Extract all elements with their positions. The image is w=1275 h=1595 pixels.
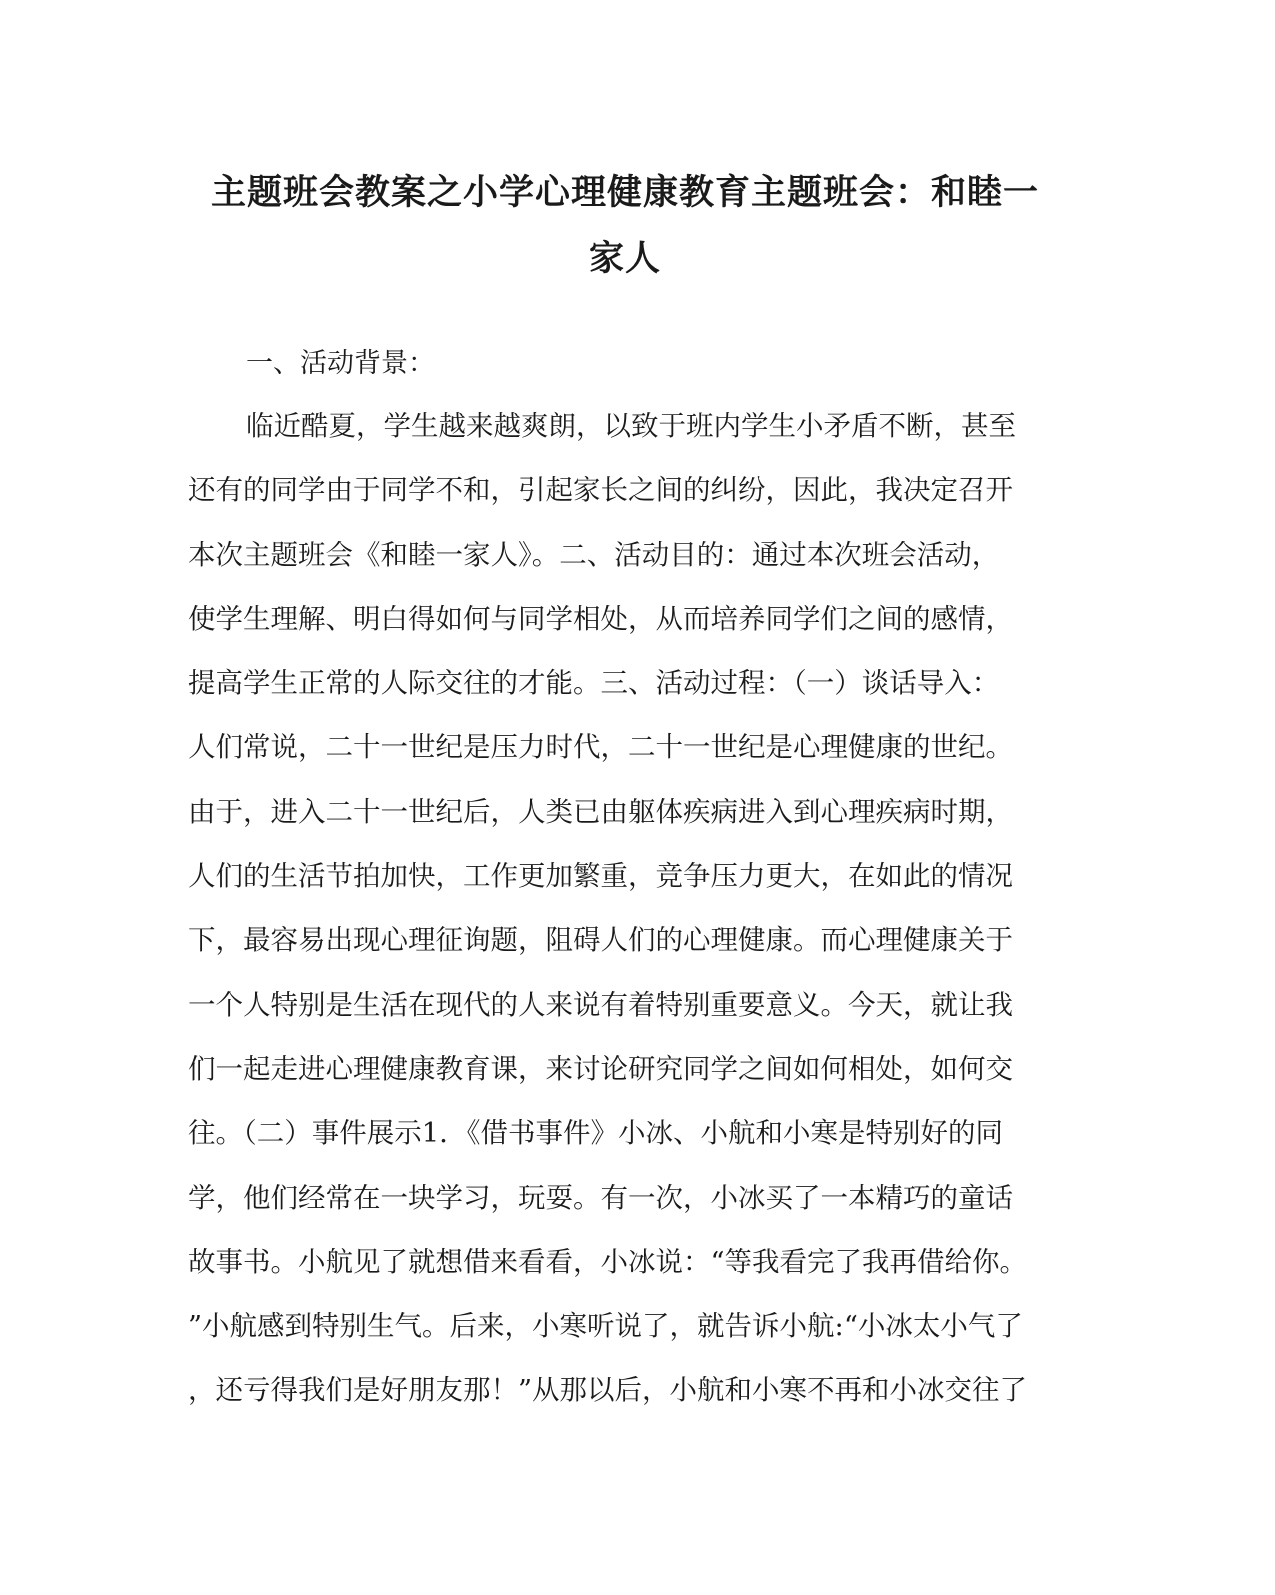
body-line: 学，他们经常在一块学习，玩耍。有一次，小冰买了一本精巧的童话 <box>188 1181 1013 1214</box>
title-line-1: 主题班会教案之小学心理健康教育主题班会：和睦一 <box>210 172 1039 213</box>
body-line: ，还亏得我们是好朋友那！”从那以后，小航和小寒不再和小冰交往了 <box>188 1374 1028 1407</box>
body-line: 故事书。小航见了就想借来看看，小冰说：“等我看完了我再借给你。 <box>188 1245 1028 1278</box>
body-line: 一个人特别是生活在现代的人来说有着特别重要意义。今天，就让我 <box>188 988 1013 1021</box>
body-line: 由于，进入二十一世纪后，人类已由躯体疾病进入到心理疾病时期， <box>188 795 1013 828</box>
document-title <box>190 160 1060 292</box>
body-line: 往。（二）事件展示1．《借书事件》小冰、小航和小寒是特别好的同 <box>188 1117 1003 1150</box>
body-line: ”小航感到特别生气。后来，小寒听说了，就告诉小航:“小冰太小气了 <box>188 1310 1023 1343</box>
section-heading-background: 一、活动背景： <box>246 348 435 379</box>
body-text <box>188 404 1068 1433</box>
body-line: 人们的生活节拍加快，工作更加繁重，竞争压力更大，在如此的情况 <box>188 860 1013 893</box>
body-line: 使学生理解、明白得如何与同学相处，从而培养同学们之间的感情， <box>188 602 1013 635</box>
title-line-2: 家人 <box>588 238 661 279</box>
body-line: 提高学生正常的人际交往的才能。三、活动过程：（一）谈话导入： <box>188 667 1000 700</box>
body-line: 人们常说，二十一世纪是压力时代，二十一世纪是心理健康的世纪。 <box>188 731 1013 764</box>
body-line: 临近酷夏，学生越来越爽朗，以致于班内学生小矛盾不断，甚至 <box>246 410 1016 442</box>
body-line: 本次主题班会《和睦一家人》。二、活动目的：通过本次班会活动， <box>188 538 1000 571</box>
body-line: 下，最容易出现心理征询题，阻碍人们的心理健康。而心理健康关于 <box>188 924 1013 957</box>
body-line: 还有的同学由于同学不和，引起家长之间的纠纷，因此，我决定召开 <box>188 474 1013 507</box>
body-line: 们一起走进心理健康教育课，来讨论研究同学之间如何相处，如何交 <box>188 1052 1013 1085</box>
